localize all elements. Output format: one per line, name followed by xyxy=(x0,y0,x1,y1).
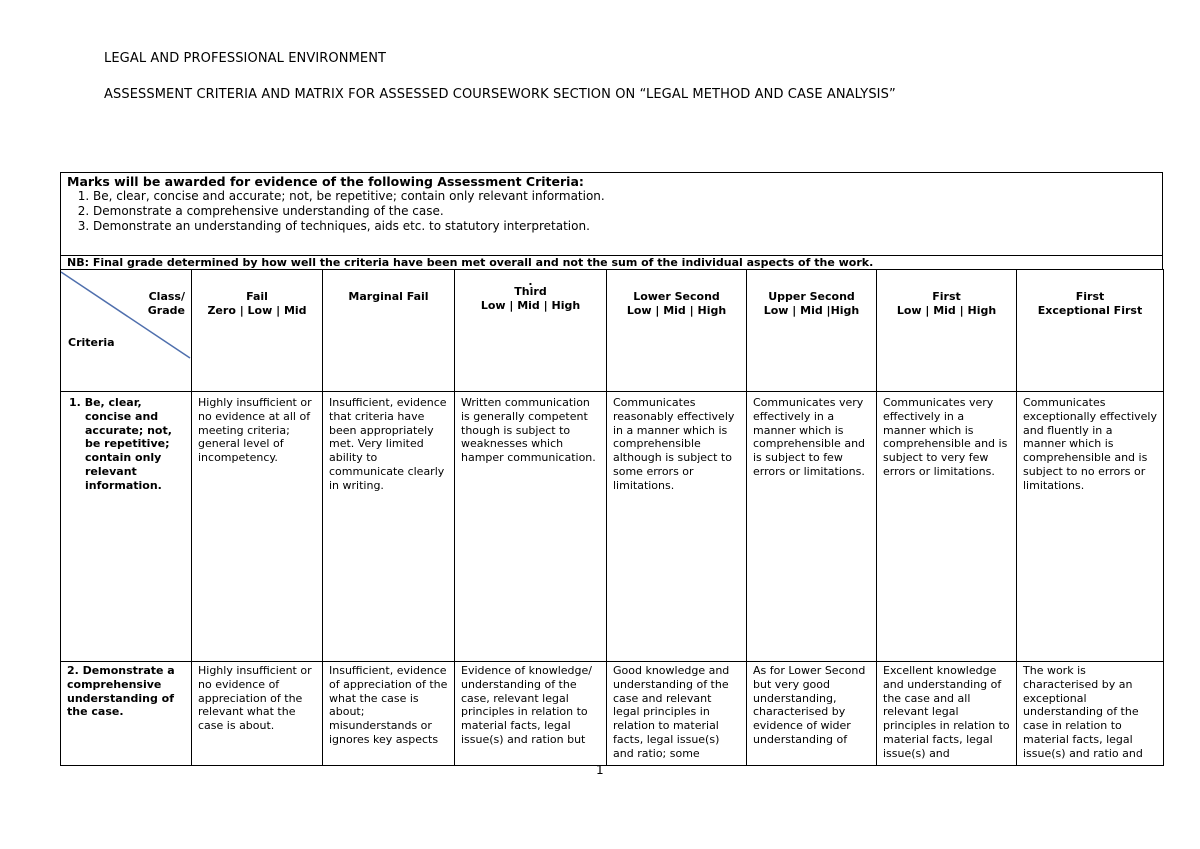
criteria-item: 2. Demonstrate a comprehensive understanding of the case. xyxy=(93,204,1156,219)
grade-descriptor-cell: As for Lower Second but very good understanding, characterised by evidence of wider understanding of xyxy=(747,662,877,766)
grade-descriptor-cell: Written communication is generally competent though is subject to weaknesses which hamper communication. xyxy=(455,392,607,662)
class-grade-label: Class/ Grade xyxy=(147,290,185,317)
page-number: 1 xyxy=(596,763,604,777)
header-lower-second: Lower Second Low | Mid | High xyxy=(607,270,747,392)
document-subheading: ASSESSMENT CRITERIA AND MATRIX FOR ASSESSED COURSEWORK SECTION ON “LEGAL METHOD AND CASE ANALYSIS” xyxy=(104,87,896,102)
grade-descriptor-cell: Highly insufficient or no evidence of appreciation of the relevant what the case is about. xyxy=(192,662,323,766)
criteria-label: Criteria xyxy=(68,336,115,349)
assessment-criteria-box xyxy=(60,172,1163,256)
criteria-list xyxy=(67,189,1156,234)
criteria-item: 1. Be, clear, concise and accurate; not, be repetitive; contain only relevant information. xyxy=(93,189,1156,204)
header-upper-second: Upper Second Low | Mid |High xyxy=(747,270,877,392)
grade-descriptor-cell: Good knowledge and understanding of the case and relevant legal principles in relation to material facts, legal issue(s) and ratio; some xyxy=(607,662,747,766)
matrix-header-row xyxy=(61,270,1164,392)
grade-descriptor-cell: Communicates exceptionally effectively and fluently in a manner which is comprehensible and is subject to no errors or limitations. xyxy=(1017,392,1164,662)
grade-descriptor-cell: Highly insufficient or no evidence at all of meeting criteria; general level of incompetency. xyxy=(192,392,323,662)
criterion-cell: 1. Be, clear, concise and accurate; not, be repetitive; contain only relevant information. xyxy=(61,392,192,662)
grade-descriptor-cell: Insufficient, evidence that criteria have been appropriately met. Very limited ability to communicate clearly in writing. xyxy=(323,392,455,662)
header-first: First Low | Mid | High xyxy=(877,270,1017,392)
criteria-item: 3. Demonstrate an understanding of techniques, aids etc. to statutory interpretation. xyxy=(93,219,1156,234)
table-row xyxy=(61,392,1164,662)
grade-descriptor-cell: Excellent knowledge and understanding of the case and all relevant legal principles in relation to material facts, legal issue(s) and xyxy=(877,662,1017,766)
nb-note: NB: Final grade determined by how well the criteria have been met overall and not the sum of the individual aspects of the work. xyxy=(60,255,1163,270)
header-third: . Third Low | Mid | High xyxy=(455,270,607,392)
corner-header-cell xyxy=(61,270,192,392)
header-exceptional-first: First Exceptional First xyxy=(1017,270,1164,392)
grade-descriptor-cell: Insufficient, evidence of appreciation of the what the case is about; misunderstands or ignores key aspects xyxy=(323,662,455,766)
grade-descriptor-cell: Communicates very effectively in a manner which is comprehensible and is subject to few errors or limitations. xyxy=(747,392,877,662)
document-heading: LEGAL AND PROFESSIONAL ENVIRONMENT xyxy=(104,51,387,66)
grade-descriptor-cell: Communicates very effectively in a manner which is comprehensible and is subject to very few errors or limitations. xyxy=(877,392,1017,662)
table-row xyxy=(61,662,1164,766)
grade-descriptor-cell: Evidence of knowledge/ understanding of the case, relevant legal principles in relation to material facts, legal issue(s) and ration but xyxy=(455,662,607,766)
criteria-box-title: Marks will be awarded for evidence of the following Assessment Criteria: xyxy=(67,174,584,189)
grade-descriptor-cell: The work is characterised by an exceptional understanding of the case in relation to material facts, legal issue(s) and ratio and xyxy=(1017,662,1164,766)
header-fail: Fail Zero | Low | Mid xyxy=(192,270,323,392)
criterion-cell: 2. Demonstrate a comprehensive understanding of the case. xyxy=(61,662,192,766)
grade-descriptor-cell: Communicates reasonably effectively in a manner which is comprehensible although is subject to some errors or limitations. xyxy=(607,392,747,662)
assessment-matrix xyxy=(60,269,1164,766)
header-marginal-fail: Marginal Fail xyxy=(323,270,455,392)
